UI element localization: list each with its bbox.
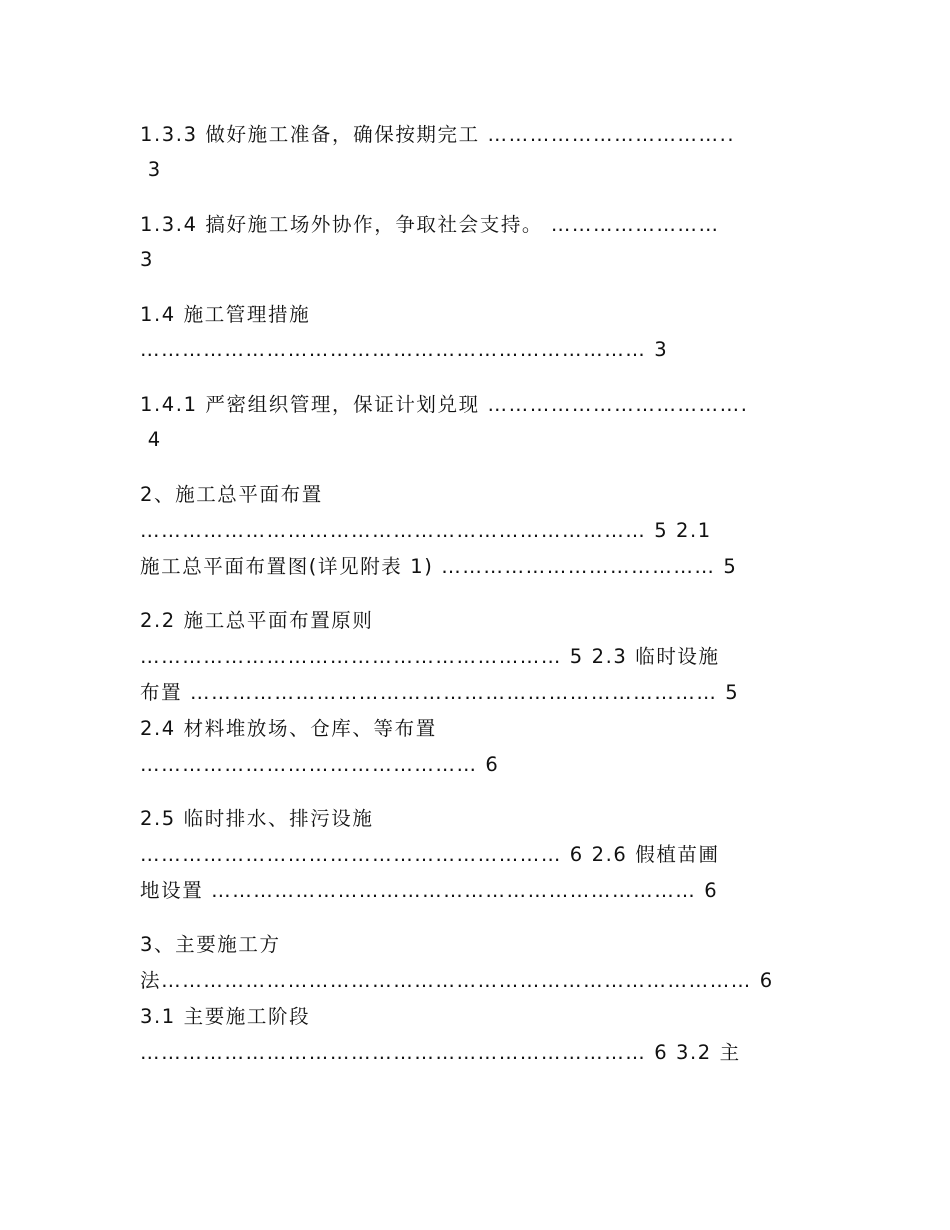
toc-leader-line: ……………………………………………………………… 5 2.1 xyxy=(140,519,712,542)
toc-entry-3-1: 3.1 主要施工阶段 xyxy=(140,1005,311,1028)
toc-entry-2-3: 布置 ………………………………………………………………… 5 xyxy=(140,681,740,704)
toc-entry-1-4-1: 1.4.1 严密组织管理，保证计划兑现 ………………………………. xyxy=(140,393,749,416)
toc-page-number: 3 xyxy=(140,158,162,181)
toc-entry-2-1: 施工总平面布置图(详见附表 1) ………………………………… 5 xyxy=(140,555,738,578)
toc-leader-line: ………………………………………… 6 xyxy=(140,753,500,776)
toc-page-number: 4 xyxy=(140,428,162,451)
toc-entry-3: 3、主要施工方 xyxy=(140,933,281,956)
toc-entry-2-5: 2.5 临时排水、排污设施 xyxy=(140,807,374,830)
toc-leader-line: …………………………………………………… 6 2.6 假植苗圃 xyxy=(140,843,720,866)
toc-leader-line: ……………………………………………………………… 3 xyxy=(140,338,669,361)
toc-entry-2-2: 2.2 施工总平面布置原则 xyxy=(140,609,374,632)
toc-page-number: 3 xyxy=(140,248,155,271)
toc-entry-2-4: 2.4 材料堆放场、仓库、等布置 xyxy=(140,717,437,740)
toc-entry-2: 2、施工总平面布置 xyxy=(140,483,323,506)
toc-leader-line: 法………………………………………………………………………… 6 xyxy=(140,969,774,992)
toc-leader-line: ……………………………………………………………… 6 3.2 主 xyxy=(140,1041,741,1064)
toc-leader-line: …………………………………………………… 5 2.3 临时设施 xyxy=(140,645,720,668)
toc-entry-1-4: 1.4 施工管理措施 xyxy=(140,303,311,326)
toc-entry-2-6: 地设置 …………………………………………………………… 6 xyxy=(140,879,719,902)
toc-entry-1-3-4: 1.3.4 搞好施工场外协作，争取社会支持。 …………………… xyxy=(140,213,720,236)
toc-entry-1-3-3: 1.3.3 做好施工准备，确保按期完工 …………………………….. xyxy=(140,123,736,146)
